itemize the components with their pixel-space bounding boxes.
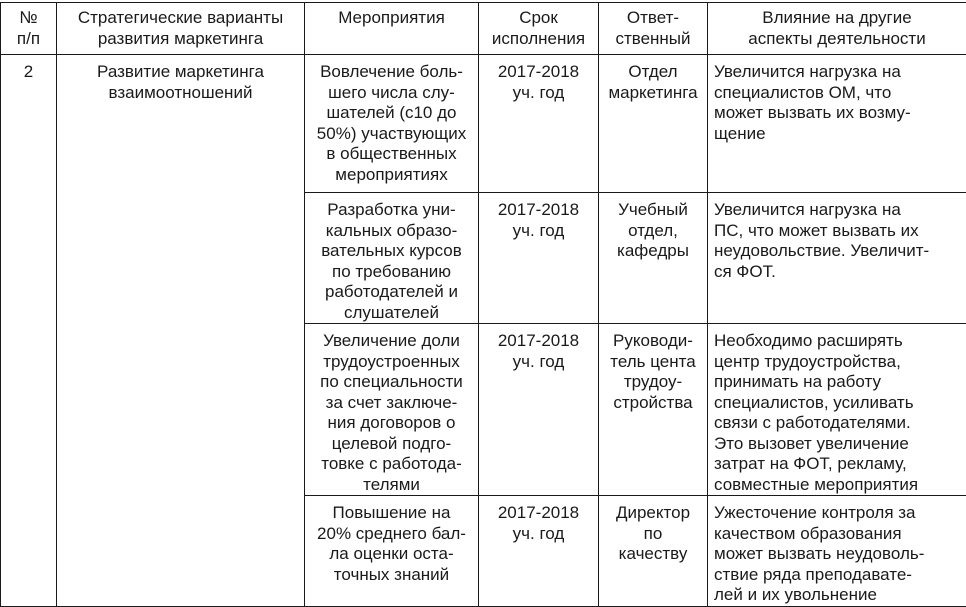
responsible-cell: Руководи- тель цента трудоу- стройства xyxy=(599,324,708,496)
header-responsible: Ответ- ственный xyxy=(599,3,708,55)
term-cell: 2017-2018 уч. год xyxy=(479,193,599,324)
measure-cell: Увеличение доли трудоустроенных по специальности за счет заключе- ния договоров о целевой подго- товке с работода- телями xyxy=(305,324,479,496)
impact-cell: Ужесточение контроля за качеством образования может вызвать неудоволь- ствие ряда преподавате- лей и их увольнение xyxy=(708,496,966,607)
responsible-cell: Учебный отдел, кафедры xyxy=(599,193,708,324)
header-impact: Влияние на другие аспекты деятельности xyxy=(708,3,966,55)
measure-cell: Вовлечение боль- шего числа слу- шателей (с10 до 50%) участвующих в общественных мероприятиях xyxy=(305,55,479,193)
responsible-cell: Директор по качеству xyxy=(599,496,708,607)
measure-cell: Повышение на 20% среднего бал- ла оценки оста- точных знаний xyxy=(305,496,479,607)
term-cell: 2017-2018 уч. год xyxy=(479,496,599,607)
measure-cell: Разработка уни- кальных образо- вательных курсов по требованию работодателей и слушателей xyxy=(305,193,479,324)
impact-cell: Необходимо расширять центр трудоустройства, принимать на работу специалистов, усиливать связи с работодателями. Это вызовет увеличение затрат на ФОТ, рекламу, совместные мероприятия xyxy=(708,324,966,496)
term-cell: 2017-2018 уч. год xyxy=(479,324,599,496)
header-num: № п/п xyxy=(1,3,57,55)
row-number-cell: 2 xyxy=(1,55,57,607)
impact-cell: Увеличится нагрузка на ПС, что может вызвать их неудовольствие. Увеличит- ся ФОТ. xyxy=(708,193,966,324)
header-term: Срок исполнения xyxy=(479,3,599,55)
strategy-table xyxy=(0,2,966,607)
header-measures: Мероприятия xyxy=(305,3,479,55)
responsible-cell: Отдел маркетинга xyxy=(599,55,708,193)
impact-cell: Увеличится нагрузка на специалистов ОМ, что может вызвать их возму- щение xyxy=(708,55,966,193)
strategic-variant-cell: Развитие маркетинга взаимоотношений xyxy=(57,55,305,607)
header-variants: Стратегические варианты развития маркетинга xyxy=(57,3,305,55)
header-row xyxy=(1,3,966,55)
table-row xyxy=(1,55,966,193)
term-cell: 2017-2018 уч. год xyxy=(479,55,599,193)
